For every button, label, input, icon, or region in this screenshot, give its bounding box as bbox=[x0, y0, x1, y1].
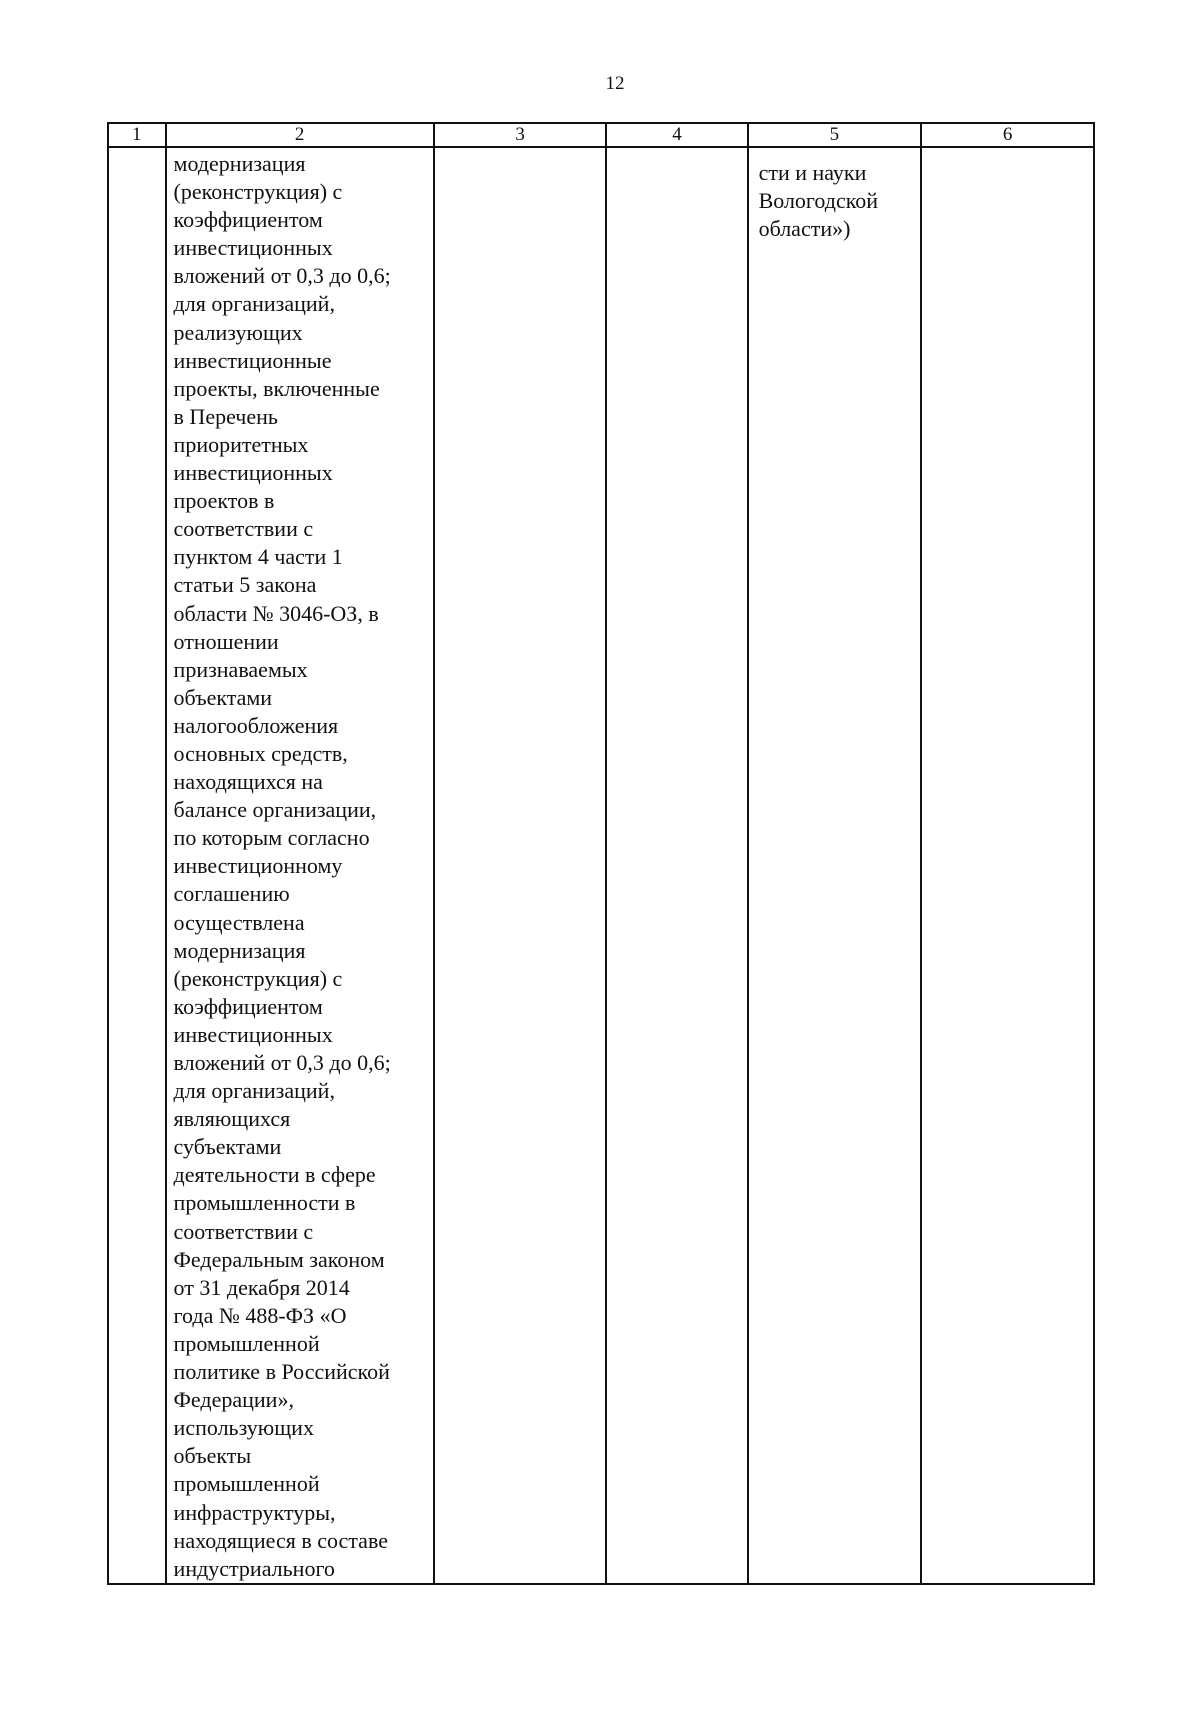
table-header-row bbox=[108, 123, 1094, 147]
column-header-3: 3 bbox=[434, 123, 607, 147]
cell-col6 bbox=[921, 147, 1094, 1584]
cell-col1-text bbox=[109, 148, 165, 150]
column-header-6: 6 bbox=[921, 123, 1094, 147]
page-number: 12 bbox=[605, 73, 625, 94]
cell-col2-text: модернизация (реконструкция) с коэффициентом инвестиционных вложений от 0,3 до 0,6; для организаций, реализующих инвестиционные проекты, включенные в Перечень приоритетных инвестиционных проектов в соответствии с пунктом 4 части 1 статьи 5 закона области № 3046-ОЗ, в отношении признаваемых объектами налогообложения основных средств, находящихся на балансе организации, по которым согласно инвестиционному соглашению осуществлена модернизация (реконструкция) с коэффициентом инвестиционных вложений от 0,3 до 0,6; для организаций, являющихся субъектами деятельности в сфере промышленности в соответствии с Федеральным законом от 31 декабря 2014 года № 488-ФЗ «О промышленной политике в Российской Федерации», использующих объекты промышленной инфраструктуры, находящиеся в составе индустриального bbox=[173, 151, 391, 1581]
cell-col2 bbox=[166, 147, 434, 1584]
cell-col4-text bbox=[607, 148, 746, 150]
cell-col1 bbox=[108, 147, 166, 1584]
column-header-2: 2 bbox=[166, 123, 434, 147]
column-header-1: 1 bbox=[108, 123, 166, 147]
table-row bbox=[108, 147, 1094, 1584]
column-header-4: 4 bbox=[606, 123, 747, 147]
cell-col4 bbox=[606, 147, 747, 1584]
cell-col3-text bbox=[435, 148, 606, 150]
document-table bbox=[107, 122, 1095, 1585]
cell-col6-text bbox=[922, 148, 1093, 150]
cell-col5-text: сти и науки Вологодской области») bbox=[758, 160, 879, 242]
column-header-5: 5 bbox=[748, 123, 922, 147]
cell-col3 bbox=[434, 147, 607, 1584]
cell-col5 bbox=[748, 147, 922, 1584]
